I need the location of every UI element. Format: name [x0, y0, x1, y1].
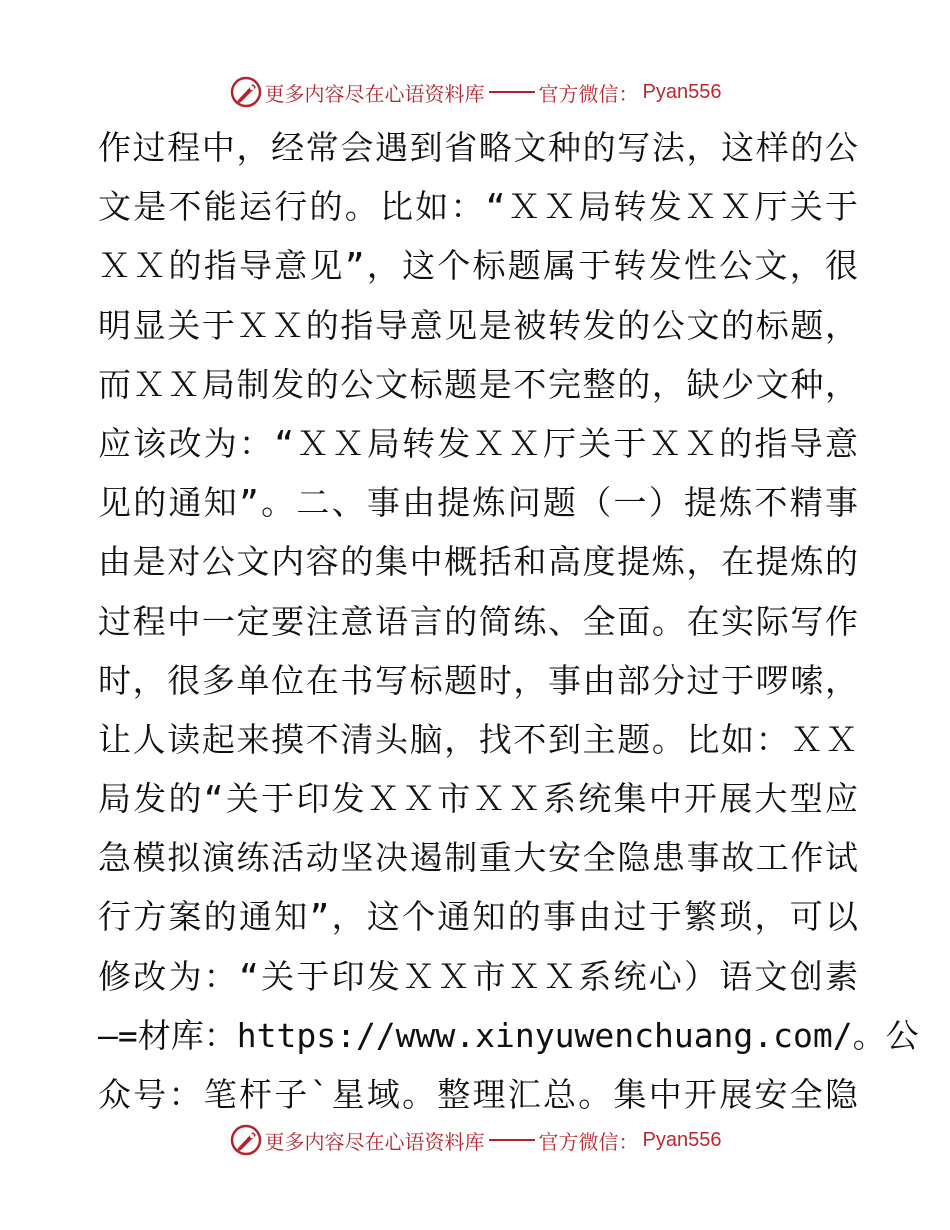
- text-line: —=材库：https://www.xinyuwenchuang.com/。公: [98, 1015, 919, 1055]
- text-line: 见的通知”。二、事由提炼问题（一）提炼不精事: [98, 483, 858, 523]
- pen-logo-icon: [229, 1123, 263, 1157]
- header-dash: [489, 91, 535, 93]
- text-line: 修改为：“关于印发ＸＸ市ＸＸ系统心）语文创素: [98, 956, 858, 996]
- header-wechat-label: 官方微信：: [538, 81, 639, 106]
- text-line: 急模拟演练活动坚决遏制重大安全隐患事故工作试: [98, 838, 858, 878]
- text-line: 文是不能运行的。比如：“ＸＸ局转发ＸＸ厅关于: [98, 187, 858, 227]
- footer-site-text: 更多内容尽在心语资料库: [264, 1129, 485, 1154]
- text-line: 而ＸＸ局制发的公文标题是不完整的，缺少文种，: [98, 364, 858, 404]
- text-line: 过程中一定要注意语言的简练、全面。在实际写作: [98, 601, 858, 641]
- text-line: 局发的“关于印发ＸＸ市ＸＸ系统集中开展大型应: [98, 779, 858, 819]
- text-line: 时，很多单位在书写标题时，事由部分过于啰嗦，: [98, 660, 858, 700]
- header-banner: [0, 72, 950, 112]
- text-line: 作过程中，经常会遇到省略文种的写法，这样的公: [98, 128, 858, 167]
- footer-wechat-handle: Pyan556: [642, 1128, 722, 1151]
- footer-banner: [0, 1120, 950, 1160]
- footer-wechat-label: 官方微信：: [538, 1129, 639, 1154]
- pen-logo-icon: [229, 75, 263, 109]
- text-line: 众号：笔杆子`星域。整理汇总。集中开展安全隐: [98, 1075, 858, 1114]
- text-line: 让人读起来摸不清头脑，找不到主题。比如：ＸＸ: [98, 719, 858, 759]
- text-line: ＸＸ的指导意见”，这个标题属于转发性公文，很: [98, 246, 858, 286]
- text-line: 由是对公文内容的集中概括和高度提炼，在提炼的: [98, 542, 858, 582]
- text-line: 行方案的通知”，这个通知的事由过于繁琐，可以: [98, 897, 858, 937]
- text-line: 应该改为：“ＸＸ局转发ＸＸ厅关于ＸＸ的指导意: [98, 423, 858, 463]
- document-body: [98, 118, 919, 1124]
- header-wechat-handle: Pyan556: [642, 80, 722, 103]
- header-site-text: 更多内容尽在心语资料库: [264, 81, 485, 106]
- text-line: 明显关于ＸＸ的指导意见是被转发的公文的标题，: [98, 305, 858, 345]
- footer-dash: [489, 1139, 535, 1141]
